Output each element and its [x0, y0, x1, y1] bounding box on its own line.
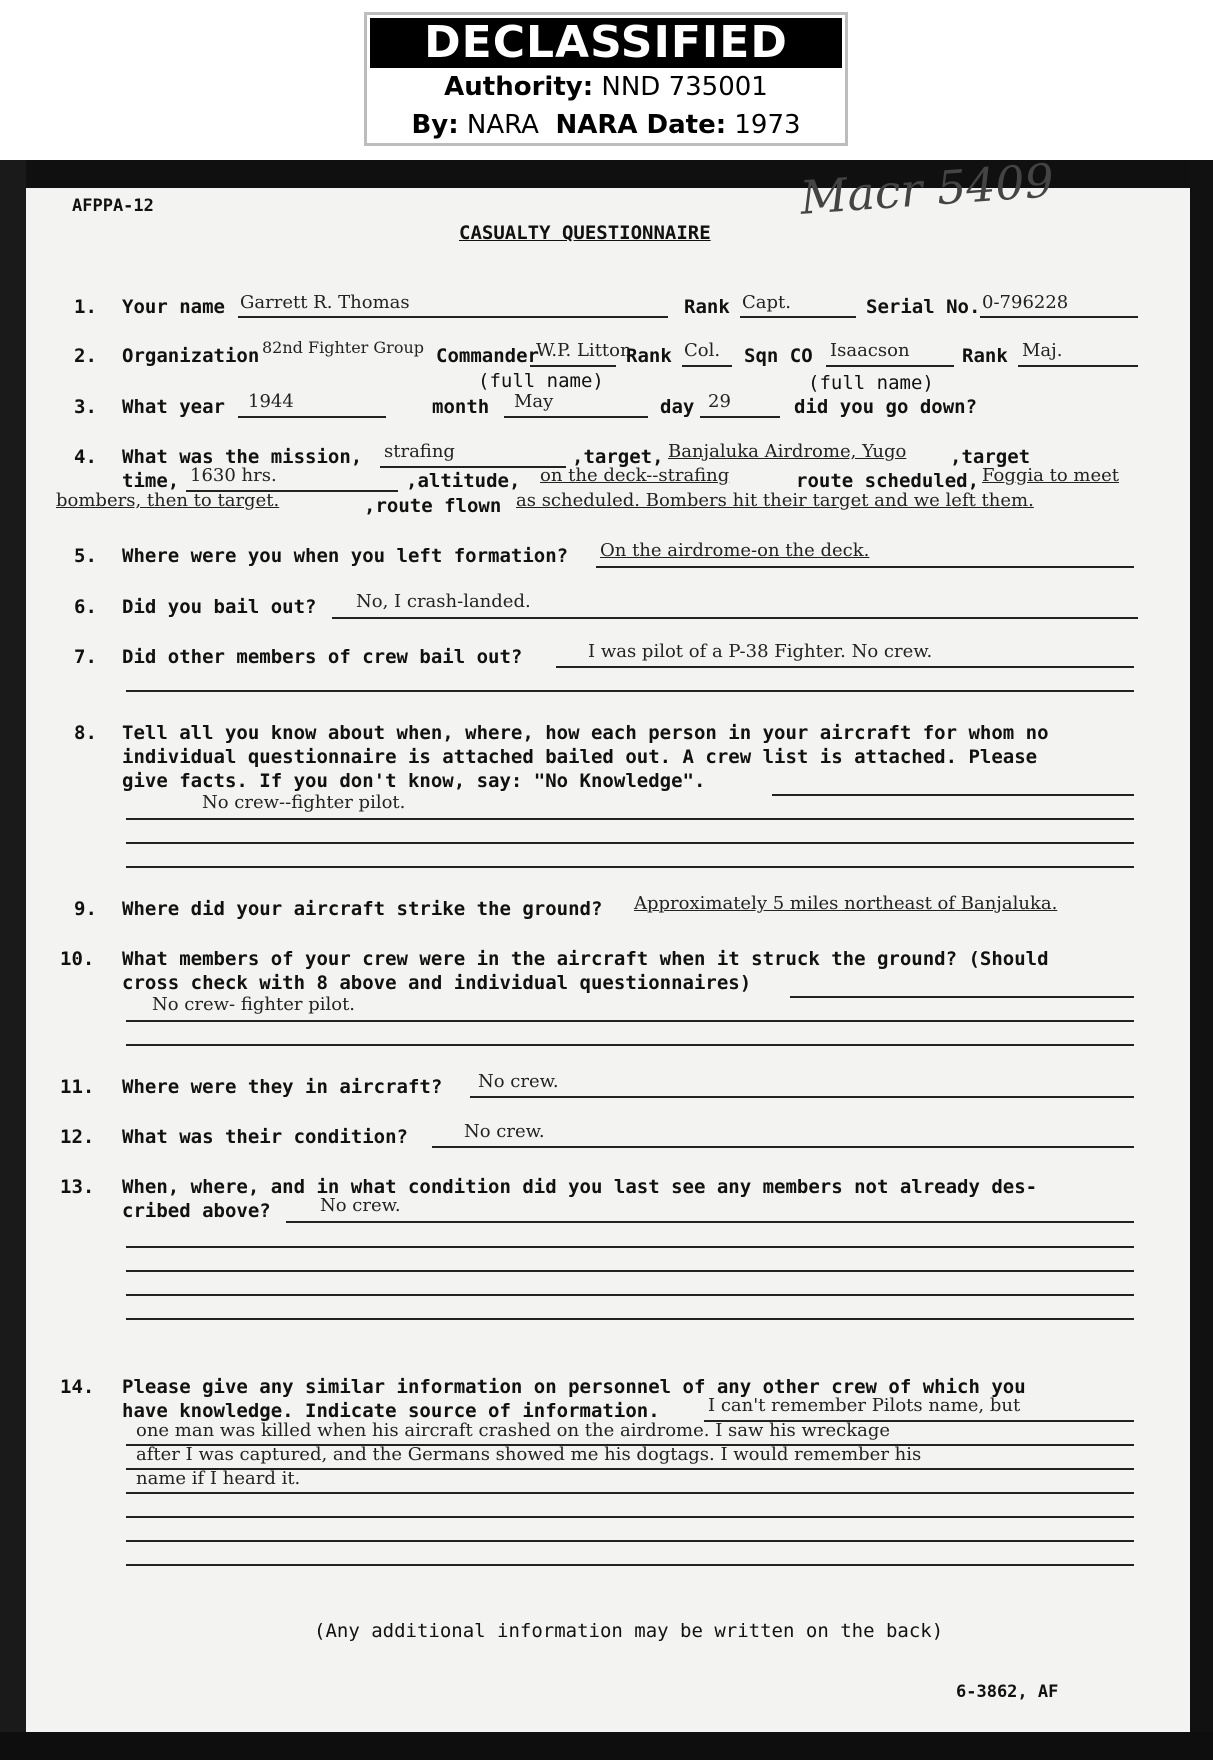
q10-line-2-blank [790, 996, 1134, 998]
q14-answer-3: after I was captured, and the Germans showed me his dogtags. I would remember his [136, 1444, 922, 1465]
scan-border-right [1190, 160, 1213, 1760]
handwritten-annotation: Macr 5409 [798, 153, 1056, 225]
q4-altitude-value: on the deck--strafing [540, 465, 730, 486]
q2-org-value: 82nd Fighter Group [262, 338, 424, 357]
q6-line [332, 617, 1138, 619]
q1-serial-value: 0-796228 [982, 292, 1069, 313]
page-title: CASUALTY QUESTIONNAIRE [459, 222, 711, 244]
q10-number: 10. [60, 948, 95, 970]
q8-answer-line-2 [126, 842, 1134, 844]
q2-rank2-line [1018, 365, 1138, 367]
q2-commander-value: W.P. Litton [536, 340, 632, 361]
q10-line-2: cross check with 8 above and individual questionnaires) [122, 972, 752, 994]
q14-line-g [126, 1564, 1134, 1566]
declassified-stamp [364, 12, 848, 146]
q14-line-e [126, 1516, 1134, 1518]
q2-rank-value: Col. [684, 340, 721, 361]
q13-line-3 [126, 1294, 1134, 1296]
q8-answer-line-1 [126, 818, 1134, 820]
q13-line-2 [126, 1270, 1134, 1272]
q7-line-2 [126, 690, 1134, 692]
q9-answer: Approximately 5 miles northeast of Banjaluka. [634, 893, 1058, 914]
q5-number: 5. [74, 545, 97, 567]
q1-rank-line [740, 316, 856, 318]
q2-rank2-label: Rank [962, 345, 1008, 367]
q13-answer: No crew. [320, 1195, 401, 1216]
q8-line-3: give facts. If you don't know, say: "No Knowledge". [122, 770, 706, 792]
q4-target-label: ,target, [572, 446, 664, 468]
q13-line-1 [126, 1246, 1134, 1248]
q11-number: 11. [60, 1076, 95, 1098]
q5-label: Where were you when you left formation? [122, 545, 569, 567]
q4-route-scheduled-b: bombers, then to target. [56, 490, 280, 511]
q2-rank-line [682, 365, 732, 367]
q7-answer: I was pilot of a P-38 Fighter. No crew. [588, 641, 933, 662]
q13-line-2: cribed above? [122, 1200, 271, 1222]
form-number: 6-3862, AF [956, 1682, 1059, 1702]
q10-answer-line-2 [126, 1044, 1134, 1046]
q4-route-label: route scheduled, [796, 470, 980, 492]
q4-time-value: 1630 hrs. [190, 465, 277, 486]
q3-day-label: day [660, 396, 695, 418]
stamp-title: DECLASSIFIED [370, 18, 842, 68]
q3-tail: did you go down? [794, 396, 978, 418]
q9-label: Where did your aircraft strike the ground? [122, 898, 603, 920]
q2-number: 2. [74, 345, 97, 367]
q1-number: 1. [74, 296, 97, 318]
q8-answer-line-3 [126, 866, 1134, 868]
q14-answer-2: one man was killed when his aircraft crashed on the airdrome. I saw his wreckage [136, 1420, 891, 1441]
q3-number: 3. [74, 396, 97, 418]
q8-number: 8. [74, 722, 97, 744]
q12-number: 12. [60, 1126, 95, 1148]
q7-label: Did other members of crew bail out? [122, 646, 523, 668]
q3-month-line [504, 416, 648, 418]
q12-answer: No crew. [464, 1121, 545, 1142]
q14-line-d [126, 1492, 1134, 1494]
q4-route-flown-value: as scheduled. Bombers hit their target and we left them. [516, 490, 1034, 511]
q4-target-value: Banjaluka Airdrome, Yugo [668, 441, 907, 462]
q4-mission-value: strafing [384, 441, 455, 462]
q1-serial-line [980, 316, 1138, 318]
q11-line [470, 1096, 1134, 1098]
q2-commander-line [530, 365, 616, 367]
q3-month-value: May [514, 391, 554, 412]
q2-sqn-value: Isaacson [830, 340, 910, 361]
q12-label: What was their condition? [122, 1126, 408, 1148]
q6-number: 6. [74, 596, 97, 618]
q11-label: Where were they in aircraft? [122, 1076, 443, 1098]
footer-note: (Any additional information may be written on the back) [314, 1620, 944, 1642]
q2-commander-label: Commander [436, 345, 539, 367]
q3-year-value: 1944 [248, 391, 294, 412]
q4-time-label: time, [122, 470, 180, 492]
q14-line-2: have knowledge. Indicate source of information. [122, 1400, 660, 1422]
form-id: AFPPA-12 [72, 196, 154, 216]
q7-number: 7. [74, 646, 97, 668]
q14-number: 14. [60, 1376, 95, 1398]
q5-line [596, 566, 1134, 568]
q6-label: Did you bail out? [122, 596, 317, 618]
q5-answer: On the airdrome-on the deck. [600, 540, 870, 561]
q7-line-1 [556, 666, 1134, 668]
q8-line-2: individual questionnaire is attached bailed out. A crew list is attached. Please [122, 746, 1038, 768]
q10-answer: No crew- fighter pilot. [152, 994, 356, 1015]
q13-line-4 [126, 1318, 1134, 1320]
q2-rank-label: Rank [626, 345, 672, 367]
q14-answer-1: I can't remember Pilots name, but [708, 1395, 1021, 1416]
q4-mission-line [380, 466, 566, 468]
q13-line-1: When, where, and in what condition did you last see any members not already des- [122, 1176, 1038, 1198]
q3-label: What year [122, 396, 225, 418]
q3-day-value: 29 [708, 391, 731, 412]
q1-label: Your name [122, 296, 225, 318]
q1-rank-value: Capt. [742, 292, 791, 313]
q8-line-1: Tell all you know about when, where, how each person in your aircraft for whom no [122, 722, 1049, 744]
q14-answer-4: name if I heard it. [136, 1468, 301, 1489]
q3-month-label: month [432, 396, 490, 418]
q4-route-flown-label: ,route flown [364, 495, 502, 517]
scan-border-left [0, 160, 26, 1760]
q1-name-value: Garrett R. Thomas [240, 292, 410, 313]
q4-number: 4. [74, 446, 97, 468]
q10-answer-line-1 [126, 1020, 1134, 1022]
q4-route-scheduled-a: Foggia to meet [982, 465, 1119, 486]
q4-target-time-label: ,target [950, 446, 1031, 468]
q10-line-1: What members of your crew were in the aircraft when it struck the ground? (Should [122, 948, 1049, 970]
q13-line-0 [286, 1221, 1134, 1223]
stamp-by: By: NARA NARA Date: 1973 [411, 110, 801, 140]
q9-number: 9. [74, 898, 97, 920]
q14-line-1: Please give any similar information on personnel of any other crew of which you [122, 1376, 1026, 1398]
q1-serial-label: Serial No. [866, 296, 981, 318]
q6-answer: No, I crash-landed. [356, 591, 531, 612]
q11-answer: No crew. [478, 1071, 559, 1092]
questionnaire-page [0, 153, 1213, 1760]
q3-year-line [238, 416, 386, 418]
stamp-authority: Authority: NND 735001 [444, 72, 768, 102]
q1-name-line [238, 316, 668, 318]
q14-line-f [126, 1540, 1134, 1542]
q3-day-line [700, 416, 780, 418]
q2-sqn-line [826, 365, 954, 367]
q4-label: What was the mission, [122, 446, 363, 468]
q2-rank2-value: Maj. [1022, 340, 1063, 361]
q13-number: 13. [60, 1176, 95, 1198]
q2-sqn-fullname-hint: (full name) [808, 372, 934, 394]
q2-label: Organization [122, 345, 260, 367]
q8-answer: No crew--fighter pilot. [202, 792, 406, 813]
q2-sqn-label: Sqn CO [744, 345, 813, 367]
q8-line-3-blank [772, 794, 1134, 796]
q12-line [432, 1146, 1134, 1148]
q1-rank-label: Rank [684, 296, 730, 318]
q2-commander-fullname-hint: (full name) [478, 370, 604, 392]
scan-border-bottom [0, 1732, 1213, 1760]
q4-altitude-label: ,altitude, [406, 470, 521, 492]
